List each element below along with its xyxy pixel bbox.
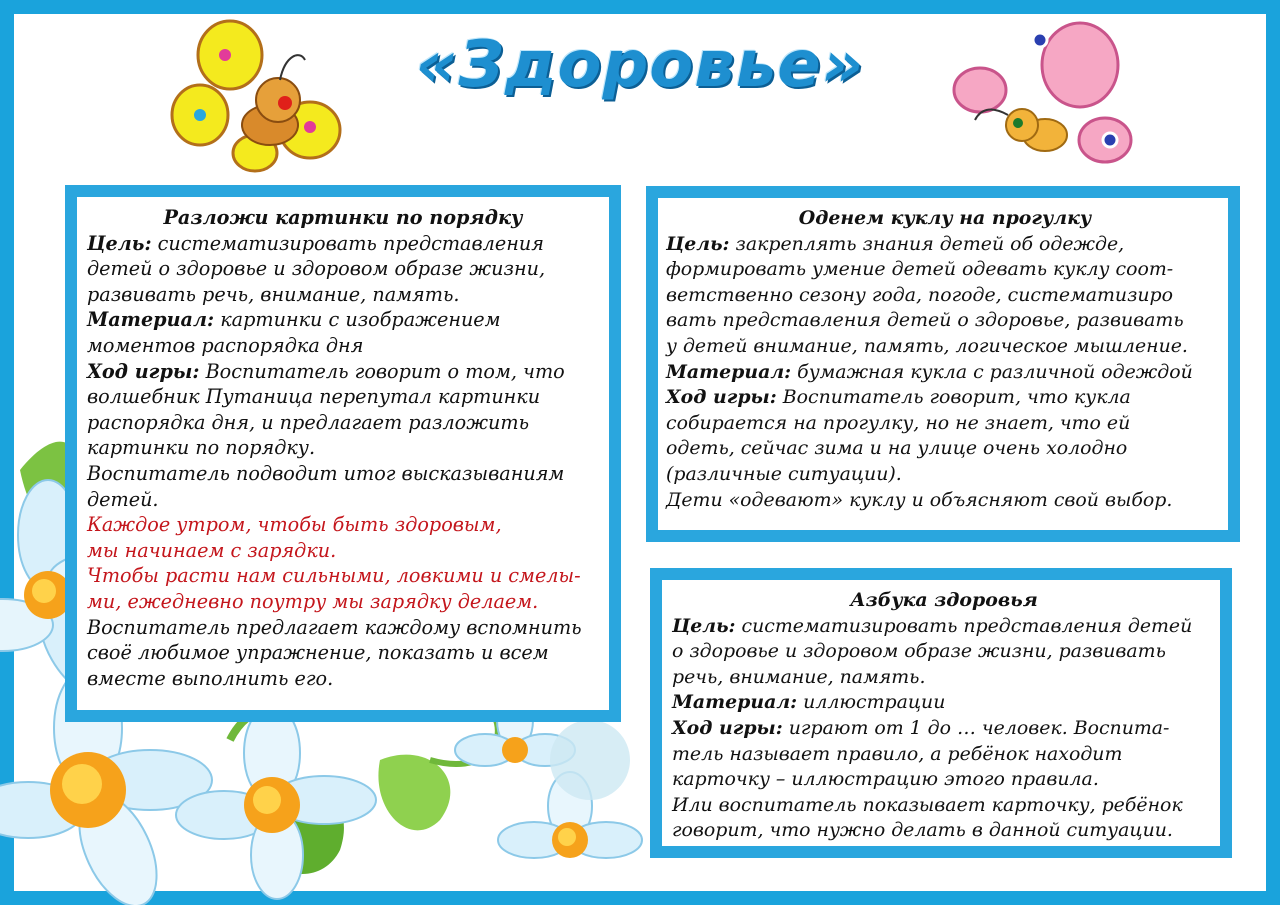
summary-text: Воспитатель подводит итог высказываниям bbox=[87, 461, 565, 485]
final-text: Воспитатель предлагает каждому вспомнить bbox=[87, 615, 582, 639]
material-text: иллюстрации bbox=[797, 691, 946, 714]
goal-text: о здоровье и здоровом образе жизни, развивать bbox=[672, 640, 1166, 663]
poster-title: «Здоровье» bbox=[415, 28, 865, 102]
summary-text: детей. bbox=[87, 487, 159, 511]
process-text: играют от 1 до … человек. Воспита- bbox=[782, 716, 1170, 739]
goal-text: у детей внимание, память, логическое мышление. bbox=[666, 334, 1188, 357]
final-text: вместе выполнить его. bbox=[87, 666, 334, 690]
final-text: говорит, что нужно делать в данной ситуации. bbox=[672, 819, 1173, 842]
process-text: одеть, сейчас зима и на улице очень холодно bbox=[666, 437, 1128, 460]
rhyme-text: мы начинаем с зарядки. bbox=[87, 538, 337, 562]
process-text: Воспитатель говорит о том, что bbox=[199, 359, 565, 383]
goal-text: систематизировать представления bbox=[151, 231, 544, 255]
game-card-sort-pictures bbox=[65, 185, 621, 722]
final-text: Дети «одевают» куклу и объясняют свой выбор. bbox=[666, 488, 1173, 511]
card-heading: Оденем куклу на прогулку bbox=[798, 207, 1092, 229]
process-text: Воспитатель говорит, что кукла bbox=[776, 386, 1131, 409]
material-label: Материал: bbox=[666, 360, 792, 383]
card-heading: Азбука здоровья bbox=[850, 589, 1038, 611]
goal-text: формировать умение детей одевать куклу соот- bbox=[666, 258, 1174, 281]
process-text: распорядка дня, и предлагает разложить bbox=[87, 410, 530, 434]
final-text: Или воспитатель показывает карточку, ребёнок bbox=[672, 793, 1183, 816]
goal-label: Цель: bbox=[666, 232, 730, 255]
goal-text: речь, внимание, память. bbox=[672, 665, 926, 688]
goal-text: систематизировать представления детей bbox=[735, 614, 1193, 637]
material-text: моментов распорядка дня bbox=[87, 333, 364, 357]
process-text: тель называет правило, а ребёнок находит bbox=[672, 742, 1123, 765]
goal-text: детей о здоровье и здоровом образе жизни, bbox=[87, 257, 546, 281]
goal-text: закреплять знания детей об одежде, bbox=[729, 232, 1125, 255]
process-text: собирается на прогулку, но не знает, что ей bbox=[666, 411, 1131, 434]
goal-label: Цель: bbox=[672, 614, 736, 637]
process-label: Ход игры: bbox=[666, 386, 777, 409]
process-text: волшебник Путаница перепутал картинки bbox=[87, 385, 541, 409]
game-card-dress-doll bbox=[646, 186, 1240, 542]
process-text: карточку – иллюстрацию этого правила. bbox=[672, 768, 1099, 791]
rhyme-text: Каждое утром, чтобы быть здоровым, bbox=[87, 513, 502, 537]
card-heading: Разложи картинки по порядку bbox=[163, 206, 523, 229]
material-text: бумажная кукла с различной одеждой bbox=[791, 360, 1193, 383]
rhyme-text: Чтобы расти нам сильными, ловкими и смелы- bbox=[87, 564, 581, 588]
game-card-health-alphabet bbox=[650, 568, 1232, 858]
process-label: Ход игры: bbox=[87, 359, 200, 383]
process-text: картинки по порядку. bbox=[87, 436, 316, 460]
process-text: (различные ситуации). bbox=[666, 462, 902, 485]
material-text: картинки с изображением bbox=[214, 308, 501, 332]
material-label: Материал: bbox=[87, 308, 215, 332]
process-label: Ход игры: bbox=[672, 716, 783, 739]
material-label: Материал: bbox=[672, 691, 798, 714]
goal-text: ветственно сезону года, погоде, систематизиро bbox=[666, 283, 1174, 306]
final-text: своё любимое упражнение, показать и всем bbox=[87, 641, 549, 665]
goal-text: вать представления детей о здоровье, развивать bbox=[666, 309, 1184, 332]
rhyme-text: ми, ежедневно поутру мы зарядку делаем. bbox=[87, 589, 539, 613]
goal-text: развивать речь, внимание, память. bbox=[87, 282, 460, 306]
goal-label: Цель: bbox=[87, 231, 152, 255]
